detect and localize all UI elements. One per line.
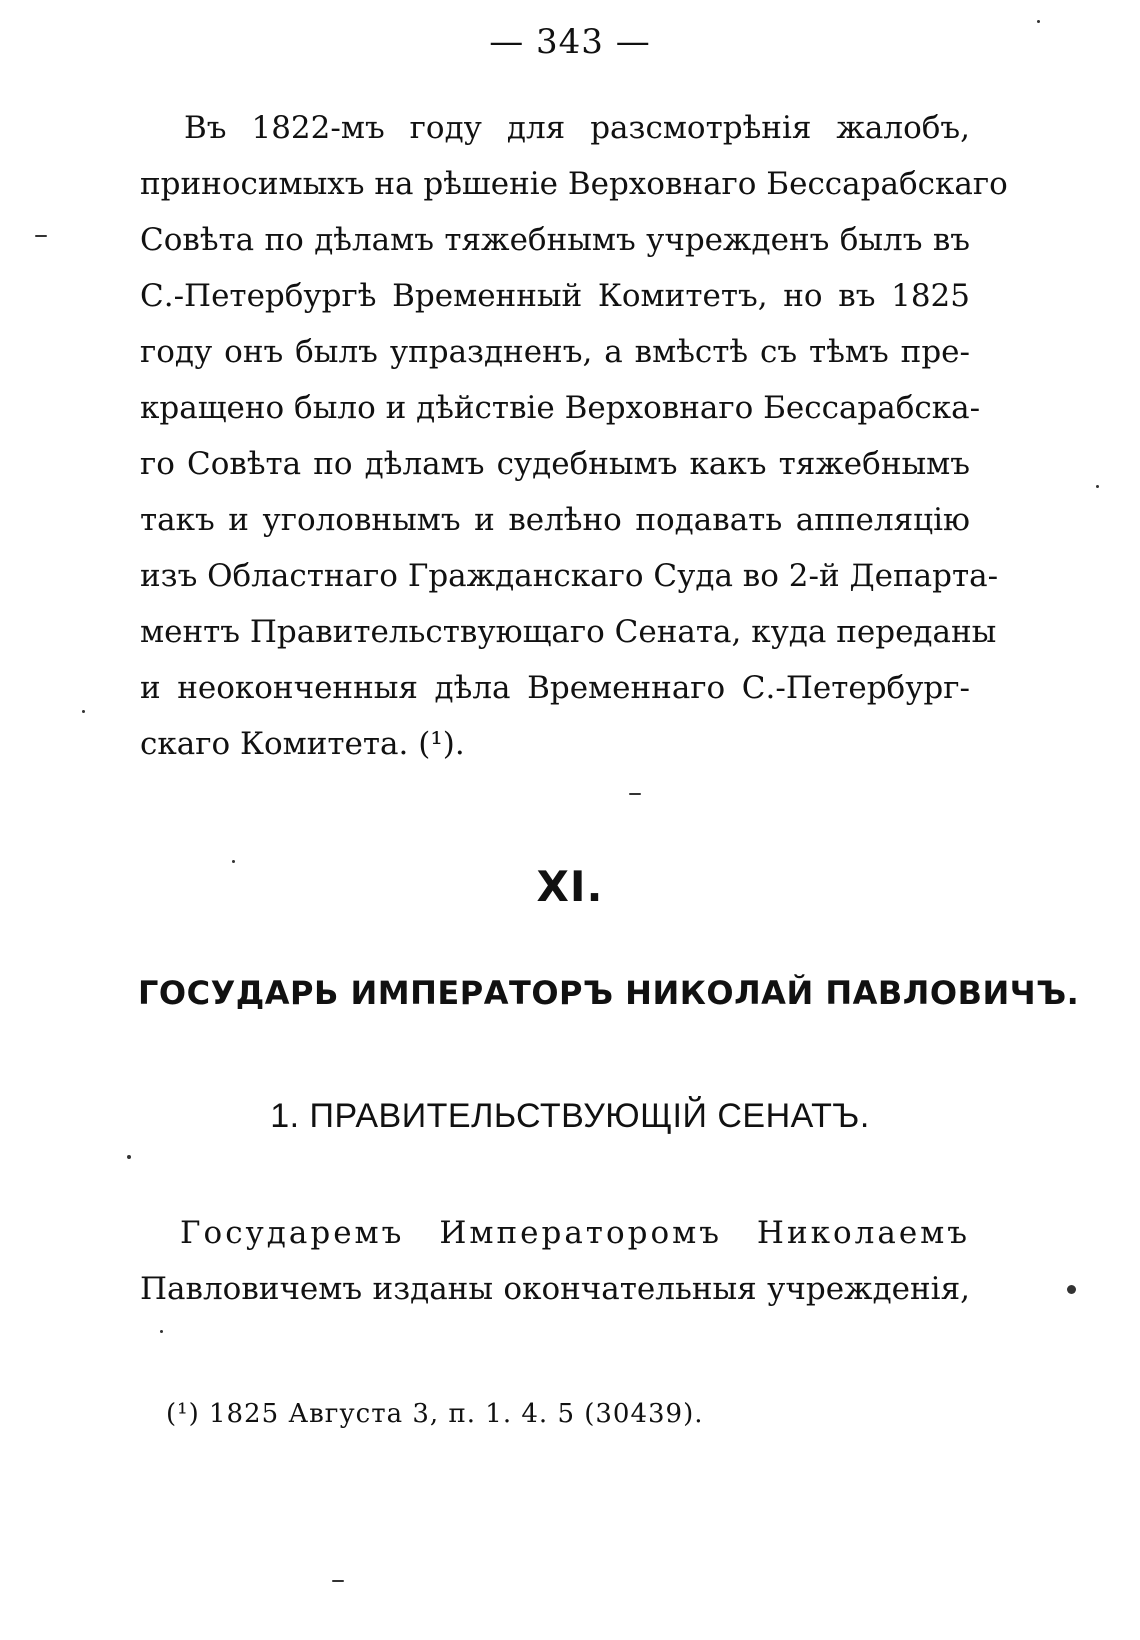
text-line: изъ Областнаго Гражданскаго Суда во 2-й Департа- (140, 558, 999, 594)
scan-speck (1096, 485, 1099, 488)
text-line: Совѣта по дѣламъ тяжебнымъ учрежденъ былъ въ (140, 222, 970, 258)
scan-speck (232, 860, 235, 863)
paragraph-nicholas (140, 1205, 970, 1317)
scan-speck (35, 235, 47, 237)
paragraph-senate-history (140, 100, 1008, 772)
text-line: приносимыхъ на рѣшеніе Верховнаго Бессарабскаго (140, 166, 1008, 202)
scan-speck (1037, 20, 1040, 23)
subsection-title: 1. ПРАВИТЕЛЬСТВУЮЩІЙ СЕНАТЪ. (270, 1097, 870, 1135)
scan-speck (127, 1155, 131, 1159)
text-line: ментъ Правительствующаго Сената, куда переданы (140, 614, 997, 650)
text-line: Въ 1822-мъ году для разсмотрѣнія жалобъ, (184, 110, 970, 146)
text-line: го Совѣта по дѣламъ судебнымъ какъ тяжебнымъ (140, 446, 970, 482)
chapter-title: ГОСУДАРЬ ИМПЕРАТОРЪ НИКОЛАЙ ПАВЛОВИЧЪ. (138, 974, 1080, 1012)
footnote: (¹) 1825 Августа 3, п. 1. 4. 5 (30439). (166, 1399, 704, 1429)
scan-speck (160, 1330, 163, 1333)
scan-speck (629, 793, 641, 795)
text-line: кращено было и дѣйствіе Верховнаго Бессарабска- (140, 390, 981, 426)
text-line: С.-Петербургѣ Временный Комитетъ, но въ 1825 (140, 278, 970, 314)
scan-speck (332, 1580, 344, 1582)
text-line: Павловичемъ изданы окончательныя учрежденія, (140, 1271, 970, 1307)
scan-speck (1067, 1285, 1076, 1294)
text-line: такъ и уголовнымъ и велѣно подавать аппеляцію (140, 502, 970, 538)
text-line: Государемъ Императоромъ Николаемъ (180, 1215, 970, 1251)
scan-speck (82, 710, 85, 713)
page-number: — 343 — (489, 22, 651, 62)
text-line: и неоконченныя дѣла Временнаго С.-Петербург- (140, 670, 970, 706)
text-line: скаго Комитета. (¹). (140, 726, 465, 762)
section-number: XI. (536, 862, 604, 911)
text-line: году онъ былъ упраздненъ, а вмѣстѣ съ тѣмъ пре- (140, 334, 970, 370)
